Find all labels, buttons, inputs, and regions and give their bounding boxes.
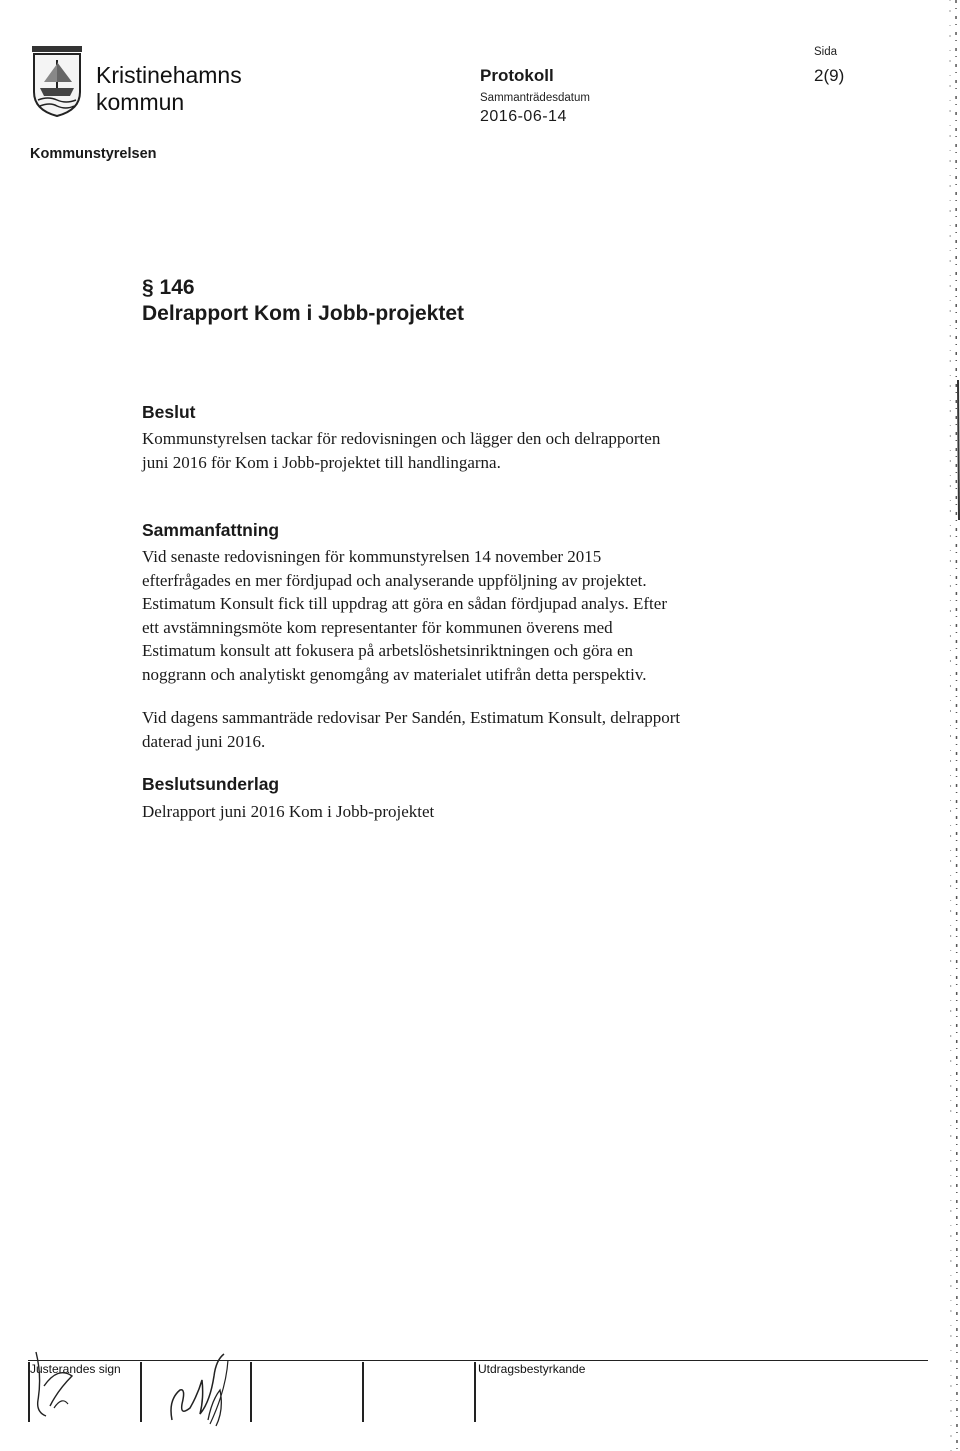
section-number	[142, 276, 195, 300]
sammanfattning-heading: Sammanfattning	[142, 520, 280, 540]
page-label: Sida	[814, 46, 838, 58]
signature-box-divider	[140, 1362, 142, 1422]
meeting-date: 2016-06-14	[480, 108, 567, 125]
text-line: Estimatum Konsult fick till uppdrag att göra en sådan fördjupad analys. Efter	[142, 594, 667, 613]
beslutsunderlag-heading: Beslutsunderlag	[142, 774, 280, 794]
justerandes-sign-label: Justerandes sign	[30, 1362, 121, 1376]
text-line: efterfrågades en mer fördjupad och analyserande uppföljning av projektet.	[142, 570, 647, 590]
text-line: Vid senaste redovisningen för kommunstyrelsen 14 november 2015	[142, 547, 602, 566]
text-line: noggrann och analytiskt genomgång av materialet utifrån detta perspektiv.	[142, 664, 647, 684]
text-line: ett avstämningsmöte kom representanter för kommunen överens med	[142, 617, 613, 637]
scan-edge	[938, 0, 960, 1451]
board-name: Kommunstyrelsen	[30, 146, 157, 162]
text-line: daterad juni 2016.	[142, 731, 266, 751]
utdragsbestyrkande-label: Utdragsbestyrkande	[478, 1362, 586, 1376]
signature-box-divider	[362, 1362, 364, 1422]
text-line: juni 2016 för Kom i Jobb-projektet till handlingarna.	[142, 452, 501, 472]
date-label: Sammanträdesdatum	[480, 92, 590, 104]
text-line: Estimatum konsult att fokusera på arbetslöshetsinriktningen och göra en	[142, 641, 633, 660]
handwritten-initials	[28, 1346, 88, 1422]
municipality-name-line2: kommun	[96, 89, 185, 115]
beslut-heading: Beslut	[142, 402, 196, 422]
handwritten-signature	[150, 1350, 260, 1430]
signature-box-divider	[474, 1362, 476, 1422]
sammanfattning-paragraph-2	[142, 706, 802, 753]
beslut-text	[142, 427, 802, 474]
document-type: Protokoll	[480, 66, 554, 85]
paragraph-sign-icon: §	[142, 276, 160, 299]
municipality-name-line1: Kristinehamns	[96, 62, 242, 88]
text-line: Vid dagens sammanträde redovisar Per Sandén, Estimatum Konsult, delrapport	[142, 708, 681, 727]
sammanfattning-paragraph-1	[142, 545, 802, 686]
beslutsunderlag-text: Delrapport juni 2016 Kom i Jobb-projektet	[142, 802, 435, 821]
text-line: Kommunstyrelsen tackar för redovisningen och lägger den och delrapporten	[142, 429, 661, 448]
section-number-value: 146	[159, 276, 195, 299]
page-number: 2(9)	[814, 66, 845, 85]
municipal-crest-icon	[30, 44, 84, 118]
page-title: Delrapport Kom i Jobb-projektet	[142, 302, 465, 325]
